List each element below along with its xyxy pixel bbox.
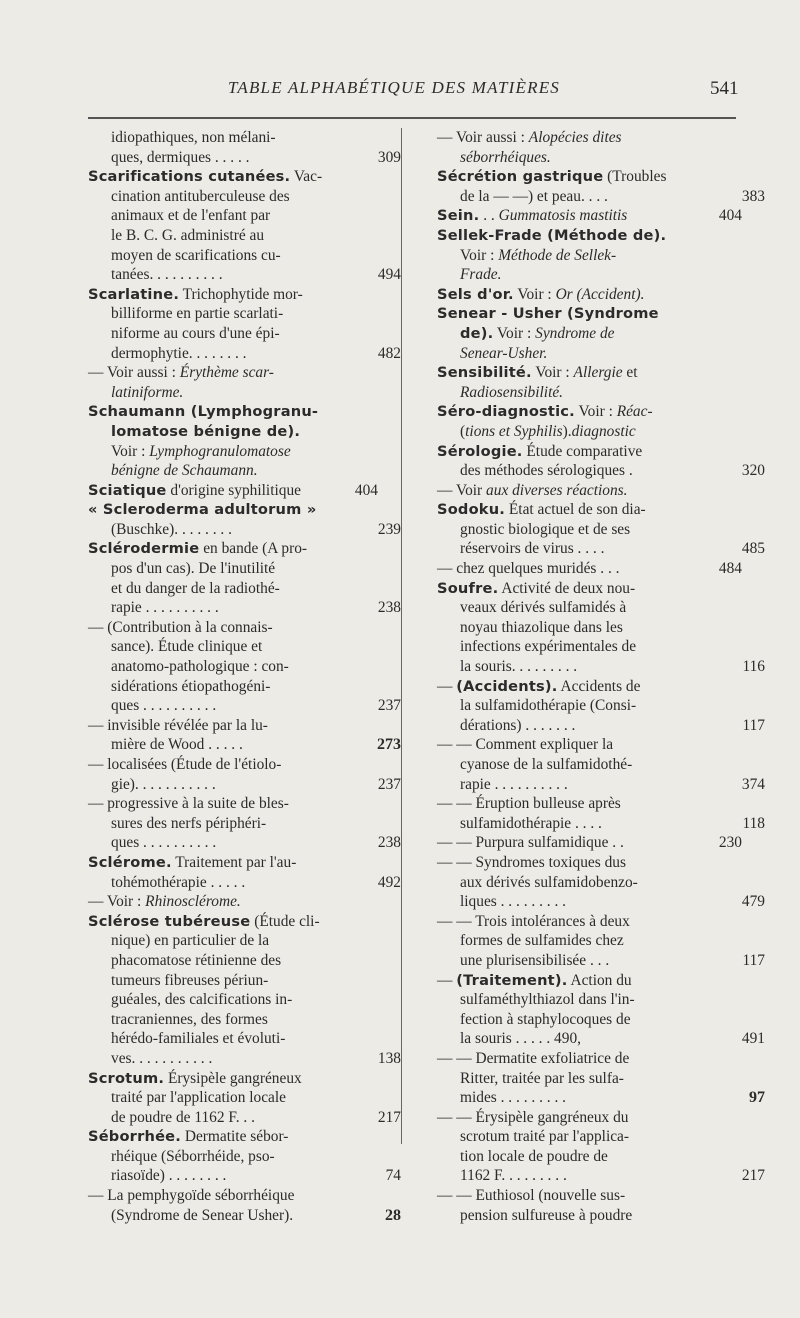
index-line: [88, 461, 416, 481]
index-line: [88, 696, 416, 716]
index-text: formes de sulfamides chez: [460, 932, 624, 950]
index-line: [88, 344, 416, 364]
index-heading: Sensibilité.: [437, 364, 532, 382]
index-text: — — Éruption bulleuse après: [437, 795, 621, 813]
index-text: dérations) . . . . . . .: [460, 716, 576, 734]
running-title: TABLE ALPHABÉTIQUE DES MATIÈRES: [228, 78, 560, 97]
index-line: [437, 226, 742, 246]
index-line: [437, 500, 742, 520]
index-line: [88, 833, 416, 853]
page-reference-number: 404: [718, 207, 742, 225]
index-text: mière de Wood . . . . .: [111, 736, 243, 754]
index-reference: Méthode de Sellek-: [498, 246, 617, 264]
index-text: sidérations étiopathogéni-: [111, 677, 271, 695]
index-line: [88, 128, 416, 148]
index-text: Activité de deux nou-: [498, 579, 636, 597]
index-line: [88, 226, 416, 246]
index-line: [88, 814, 416, 834]
index-text: tanées. . . . . . . . . .: [111, 266, 223, 284]
index-line: [88, 324, 416, 344]
index-text: rapie . . . . . . . . . .: [111, 599, 219, 617]
index-text: la sulfamidothérapie (Consi-: [460, 697, 637, 715]
index-text: — — Purpura sulfamidique . .: [437, 834, 624, 852]
index-line: [88, 422, 416, 442]
index-line: [88, 481, 393, 501]
index-text: scrotum traité par l'applica-: [460, 1128, 630, 1146]
index-text: Étude comparative: [522, 442, 643, 460]
index-text: sulfamidothérapie . . . .: [460, 814, 602, 832]
index-line: [437, 520, 765, 540]
index-heading: Schaumann (Lymphogranu-: [88, 403, 319, 421]
index-text: aux dérivés sulfamidobenzo-: [460, 873, 638, 891]
index-line: [437, 892, 765, 912]
index-reference: Syndrome de: [535, 324, 615, 342]
index-heading: Scarifications cutanées.: [88, 168, 291, 186]
index-text: Action du: [567, 971, 632, 989]
index-line: [437, 912, 742, 932]
index-line: [437, 148, 765, 168]
index-line: [437, 853, 742, 873]
index-heading: Sodoku.: [437, 501, 506, 519]
page-reference-number: 117: [742, 951, 765, 969]
index-text: de la — —) et peau. . . .: [460, 187, 608, 205]
index-text: sures des nerfs périphéri-: [111, 814, 267, 832]
page-reference-number: 273: [377, 736, 401, 754]
index-line: [437, 402, 742, 422]
index-text: idiopathiques, non mélani-: [111, 129, 276, 146]
index-line: [437, 383, 765, 403]
index-text: — chez quelques muridés . . .: [437, 560, 620, 578]
index-text: Voir :: [513, 285, 556, 303]
index-text: la souris . . . . . 490,: [460, 1030, 581, 1048]
index-line: [437, 1166, 765, 1186]
index-text: de poudre de 1162 F. . .: [111, 1108, 255, 1126]
index-text: en bande (A pro-: [199, 540, 308, 558]
index-text: Ritter, traitée par les sulfa-: [460, 1069, 624, 1087]
index-text: rapie . . . . . . . . . .: [460, 775, 568, 793]
index-line: [88, 539, 393, 559]
index-text: Voir :: [574, 403, 617, 421]
index-line: [88, 285, 393, 305]
index-line: [88, 304, 416, 324]
index-text: cyanose de la sulfamidothé-: [460, 756, 633, 773]
index-line: [437, 814, 765, 834]
index-line: [437, 1127, 765, 1147]
index-reference: Érythème scar-: [179, 364, 274, 382]
page-reference-number: 237: [377, 697, 401, 715]
page-reference-number: 237: [377, 775, 401, 793]
index-line: [88, 1166, 416, 1186]
index-line: [437, 442, 742, 462]
index-line: [437, 559, 742, 579]
page-reference-number: 491: [741, 1030, 765, 1048]
index-line: [437, 775, 765, 795]
index-line: [437, 657, 765, 677]
page-reference-number: 117: [742, 716, 765, 734]
page-reference-number: 238: [377, 834, 401, 852]
index-text: animaux et de l'enfant par: [111, 207, 271, 225]
page-reference-number: 239: [377, 520, 401, 538]
index-line: [88, 187, 416, 207]
index-text: — — Comment expliquer la: [437, 736, 614, 754]
index-line: [88, 598, 416, 618]
index-text: pos d'un cas). De l'inutilité: [111, 560, 276, 578]
index-text: réservoirs de virus . . . .: [460, 540, 605, 558]
index-line: [437, 677, 742, 697]
page-reference-number: 138: [377, 1049, 401, 1067]
index-text: anatomo-pathologique : con-: [111, 658, 289, 676]
index-line: [88, 383, 416, 403]
index-line: [437, 637, 765, 657]
index-line: [88, 931, 416, 951]
index-text: une plurisensibilisée . . .: [460, 951, 610, 969]
index-line: [437, 716, 765, 736]
index-line: [88, 1127, 393, 1147]
index-line: [88, 873, 416, 893]
index-line: [437, 461, 765, 481]
index-text: —: [437, 677, 457, 695]
index-line: [88, 755, 393, 775]
index-text: (Étude cli-: [250, 912, 320, 930]
index-reference: tions et Syphilis: [465, 422, 563, 440]
index-line: [88, 1186, 393, 1206]
index-line: [437, 735, 742, 755]
index-line: [437, 1088, 765, 1108]
index-text: — — Euthiosol (nouvelle sus-: [437, 1187, 626, 1205]
index-text: hérédo-familiales et évoluti-: [111, 1030, 286, 1048]
index-line: [437, 265, 765, 285]
index-line: [437, 990, 765, 1010]
index-text: guéales, des calcifications in-: [111, 991, 293, 1009]
index-line: [437, 1029, 765, 1049]
page-reference-number: 74: [385, 1167, 401, 1185]
index-text: nique) en particulier de la: [111, 932, 270, 950]
index-line: [437, 833, 742, 853]
index-heading: Scarlatine.: [88, 285, 180, 303]
index-text: ques . . . . . . . . . .: [111, 697, 217, 715]
index-line: [88, 1010, 416, 1030]
index-text: Voir :: [493, 324, 536, 342]
index-text: — La pemphygoïde séborrhéique: [88, 1187, 295, 1205]
index-text: Érysipèle gangréneux: [164, 1069, 302, 1087]
index-text: (Syndrome de Senear Usher).: [111, 1206, 294, 1224]
page-reference-number: 28: [385, 1206, 401, 1224]
index-reference: séborrhéiques.: [460, 148, 551, 166]
index-line: [437, 598, 765, 618]
index-line: [88, 971, 416, 991]
page-reference-number: 116: [742, 658, 765, 676]
index-line: [88, 206, 416, 226]
index-text: liques . . . . . . . . .: [460, 893, 567, 911]
index-line: [88, 402, 393, 422]
page-reference-number: 97: [749, 1089, 765, 1107]
index-text: — — Érysipèle gangréneux du: [437, 1108, 629, 1126]
index-heading: Scrotum.: [88, 1069, 165, 1087]
index-text: phacomatose rétinienne des: [111, 951, 282, 969]
index-line: [88, 618, 393, 638]
index-heading: (Traitement).: [456, 971, 568, 989]
index-heading: Sclérodermie: [88, 540, 200, 558]
index-text: — progressive à la suite de bles-: [88, 795, 289, 813]
index-line: [88, 246, 416, 266]
index-reference: Allergie: [573, 364, 623, 382]
index-line: [88, 794, 393, 814]
index-line: [437, 1010, 765, 1030]
index-text: pension sulfureuse à poudre: [460, 1206, 633, 1224]
index-heading: Séro-diagnostic.: [437, 403, 575, 421]
index-text: tracraniennes, des formes: [111, 1010, 268, 1028]
index-text: ques . . . . . . . . . .: [111, 834, 217, 852]
index-line: [437, 1049, 742, 1069]
index-text: 1162 F. . . . . . . . .: [460, 1167, 567, 1185]
index-heading: (Accidents).: [456, 677, 558, 695]
page-reference-number: 217: [741, 1167, 765, 1185]
index-text: la souris. . . . . . . . .: [460, 658, 578, 676]
index-text: tumeurs fibreuses périun-: [111, 971, 269, 989]
index-heading: Sécrétion gastrique: [437, 168, 604, 186]
index-text: des méthodes sérologiques .: [460, 462, 633, 480]
index-reference: Radiosensibilité.: [460, 383, 564, 401]
index-text: d'origine syphilitique: [166, 481, 301, 499]
left-index-column: [88, 128, 416, 1225]
index-text: — localisées (Étude de l'étiolo-: [88, 756, 282, 773]
index-text: État actuel de son dia-: [505, 501, 646, 519]
index-reference: Lymphogranulomatose: [149, 442, 291, 460]
index-text: gie). . . . . . . . . . .: [111, 775, 216, 793]
index-heading: « Scleroderma adultorum »: [88, 501, 317, 519]
index-line: [437, 1206, 765, 1226]
index-heading: lomatose bénigne de).: [111, 422, 301, 440]
index-text: riasoïde) . . . . . . . .: [111, 1167, 227, 1185]
index-heading: Séborrhée.: [88, 1128, 182, 1146]
index-text: Dermatite sébor-: [181, 1128, 289, 1146]
index-text: (Buschke). . . . . . . .: [111, 520, 232, 538]
index-text: Voir :: [531, 364, 574, 382]
index-text: Accidents de: [557, 677, 641, 695]
index-line: [88, 657, 416, 677]
index-text: et: [622, 364, 638, 382]
page-reference-number: 238: [377, 599, 401, 617]
page-reference-number: 484: [718, 560, 742, 578]
index-line: [88, 579, 416, 599]
index-line: [437, 167, 742, 187]
index-heading: Sein.: [437, 207, 480, 225]
index-text: . .: [479, 207, 495, 225]
index-text: — invisible révélée par la lu-: [88, 716, 268, 734]
index-line: [88, 637, 416, 657]
index-heading: Senear - Usher (Syndrome: [437, 305, 659, 323]
index-heading: Sclérose tubéreuse: [88, 912, 251, 930]
index-line: [437, 128, 742, 148]
index-text: gnostic biologique et de ses: [460, 520, 631, 538]
index-reference: Gummatosis mastitis: [494, 207, 628, 225]
index-reference: Réac-: [616, 403, 653, 421]
index-line: [88, 442, 416, 462]
page-reference-number: 494: [377, 266, 401, 284]
index-line: [88, 990, 416, 1010]
index-text: (: [460, 422, 466, 440]
page-header: [0, 78, 800, 108]
index-text: billiforme en partie scarlati-: [111, 305, 284, 323]
index-line: [88, 265, 416, 285]
index-heading: de).: [460, 324, 494, 342]
index-heading: Sciatique: [88, 481, 167, 499]
index-reference: aux diverses réactions.: [486, 481, 628, 499]
page-reference-number: 374: [741, 775, 765, 793]
index-text: mides . . . . . . . . .: [460, 1089, 567, 1107]
page-reference-number: 482: [377, 344, 401, 362]
index-text: noyau thiazolique dans les: [460, 618, 623, 636]
index-text: — — Dermatite exfoliatrice de: [437, 1049, 630, 1067]
header-rule: [88, 117, 736, 119]
index-line: [88, 1069, 393, 1089]
index-text: dermophytie. . . . . . . .: [111, 344, 247, 362]
index-line: [88, 1029, 416, 1049]
index-text: moyen de scarifications cu-: [111, 246, 281, 264]
index-text: le B. C. G. administré au: [111, 226, 265, 244]
index-text: cination antituberculeuse des: [111, 187, 290, 205]
index-line: [88, 559, 416, 579]
index-line: [88, 912, 393, 932]
index-line: [88, 735, 416, 755]
index-line: [437, 579, 742, 599]
index-reference: latiniforme.: [111, 383, 184, 401]
index-text: —: [437, 971, 457, 989]
page-reference-number: 217: [377, 1108, 401, 1126]
index-reference: Alopécies dites: [528, 129, 622, 146]
index-text: Voir :: [460, 246, 499, 264]
page-reference-number: 383: [741, 187, 765, 205]
index-text: veaux dérivés sulfamidés à: [460, 599, 627, 617]
page-number: 541: [710, 78, 739, 99]
page-reference-number: 309: [377, 148, 401, 166]
right-index-column: [437, 128, 765, 1225]
index-line: [437, 696, 765, 716]
index-line: [88, 520, 416, 540]
index-reference: Rhinosclérome.: [145, 893, 241, 911]
index-line: [437, 931, 765, 951]
index-text: infections expérimentales de: [460, 638, 637, 656]
index-reference: diagnostic: [571, 422, 636, 440]
index-line: [88, 500, 393, 520]
index-line: [88, 1049, 416, 1069]
page-reference-number: 479: [741, 893, 765, 911]
page-reference-number: 230: [718, 834, 742, 852]
index-text: et du danger de la radiothé-: [111, 579, 280, 597]
index-heading: Sérologie.: [437, 442, 523, 460]
index-text: rhéique (Séborrhéide, pso-: [111, 1147, 275, 1165]
index-heading: Sels d'or.: [437, 285, 514, 303]
index-text: Voir :: [111, 442, 150, 460]
index-line: [88, 716, 393, 736]
index-line: [88, 1147, 416, 1167]
index-line: [88, 892, 393, 912]
index-text: Traitement par l'au-: [171, 853, 297, 871]
index-line: [88, 1088, 416, 1108]
index-line: [437, 873, 765, 893]
page-reference-number: 492: [377, 873, 401, 891]
index-line: [437, 618, 765, 638]
index-text: — Voir: [437, 481, 487, 499]
index-line: [88, 775, 416, 795]
index-line: [437, 363, 742, 383]
index-line: [437, 187, 765, 207]
index-line: [88, 1108, 416, 1128]
index-line: [88, 148, 416, 168]
index-line: [437, 755, 765, 775]
index-text: sance). Étude clinique et: [111, 638, 263, 656]
index-text: — Voir aussi :: [88, 364, 180, 382]
index-line: [437, 1069, 765, 1089]
index-line: [88, 167, 393, 187]
index-text: ques, dermiques . . . . .: [111, 148, 250, 166]
index-line: [437, 951, 765, 971]
index-line: [437, 1108, 742, 1128]
index-text: ves. . . . . . . . . . .: [111, 1049, 213, 1067]
index-line: [437, 539, 765, 559]
index-text: — — Trois intolérances à deux: [437, 912, 630, 930]
index-text: traité par l'application locale: [111, 1089, 286, 1107]
index-text: — Voir aussi :: [437, 129, 529, 146]
index-line: [437, 206, 742, 226]
index-line: [88, 1206, 416, 1226]
index-line: [437, 304, 742, 324]
index-text: — — Syndromes toxiques dus: [437, 853, 626, 871]
index-line: [437, 324, 765, 344]
index-reference: Frade.: [460, 266, 502, 284]
index-line: [437, 971, 742, 991]
index-text: fection à staphylocoques de: [460, 1010, 631, 1028]
index-text: (Troubles: [603, 168, 667, 186]
index-line: [437, 285, 742, 305]
index-line: [437, 1186, 742, 1206]
index-text: niforme au cours d'une épi-: [111, 324, 280, 342]
index-line: [88, 853, 393, 873]
index-text: Vac-: [290, 168, 323, 186]
index-line: [437, 246, 765, 266]
page-reference-number: 320: [741, 462, 765, 480]
index-line: [437, 1147, 765, 1167]
index-heading: Sclérome.: [88, 853, 172, 871]
page-reference-number: 404: [354, 481, 378, 499]
index-line: [88, 951, 416, 971]
index-line: [437, 794, 742, 814]
index-line: [437, 422, 765, 442]
index-text: tion locale de poudre de: [460, 1147, 608, 1165]
index-line: [88, 677, 416, 697]
index-reference: Senear-Usher.: [460, 344, 548, 362]
index-reference: Or (Accident).: [555, 285, 645, 303]
page-reference-number: 118: [742, 814, 765, 832]
index-heading: Sellek-Frade (Méthode de).: [437, 226, 667, 244]
index-text: — (Contribution à la connais-: [88, 618, 273, 636]
index-line: [88, 363, 393, 383]
index-line: [437, 481, 742, 501]
index-text: ).: [562, 422, 572, 440]
index-line: [437, 344, 765, 364]
index-reference: bénigne de Schaumann.: [111, 462, 258, 480]
page-reference-number: 485: [741, 540, 765, 558]
index-text: sulfaméthylthiazol dans l'in-: [460, 991, 635, 1009]
index-heading: Soufre.: [437, 579, 499, 597]
index-text: Trichophytide mor-: [179, 285, 303, 303]
index-text: — Voir :: [88, 893, 146, 911]
index-text: tohémothérapie . . . . .: [111, 873, 246, 891]
